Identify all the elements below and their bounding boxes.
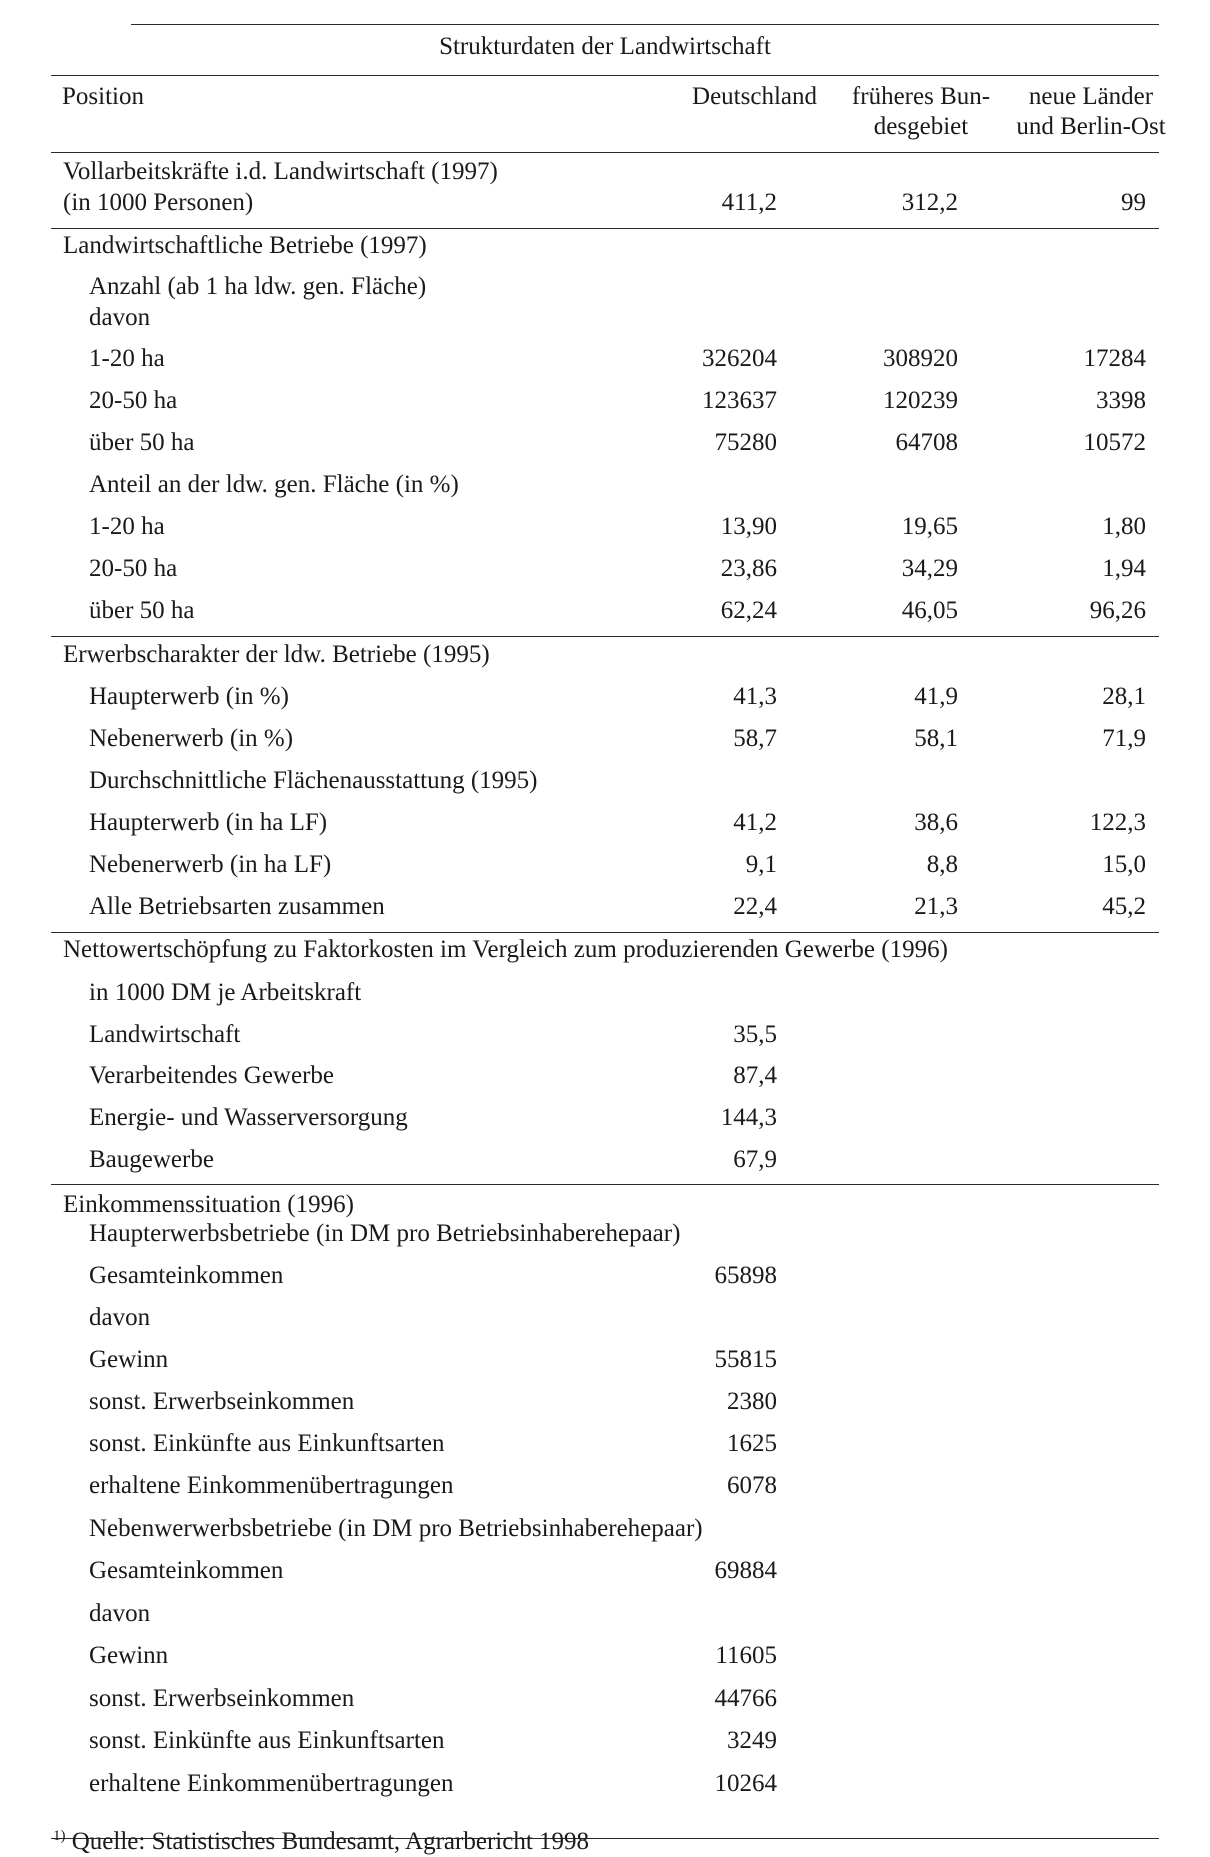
row-value-col1: 35,5 bbox=[733, 1021, 777, 1048]
row-value-col2: 120239 bbox=[883, 387, 958, 414]
row-label: erhaltene Einkommenübertragungen bbox=[89, 1472, 454, 1499]
row-value-col2: 19,65 bbox=[901, 513, 958, 540]
section-rule-betriebe bbox=[51, 228, 1159, 229]
row-label: über 50 ha bbox=[89, 597, 195, 624]
row-value-col1: 62,24 bbox=[720, 597, 777, 624]
row-value-col3: 17284 bbox=[1083, 345, 1146, 372]
title-rule bbox=[51, 75, 1159, 76]
row-label: über 50 ha bbox=[89, 429, 195, 456]
top-rule bbox=[131, 24, 1159, 25]
row-value-col2: 8,8 bbox=[926, 851, 958, 878]
row-label: Einkommenssituation (1996) bbox=[63, 1191, 354, 1218]
row-label: Haupterwerbsbetriebe (in DM pro Betriebsinhaberehepaar) bbox=[89, 1220, 681, 1247]
footnote bbox=[53, 1821, 589, 1857]
row-label: Haupterwerb (in ha LF) bbox=[89, 809, 328, 836]
row-value-col2: 41,9 bbox=[914, 683, 958, 710]
row-value-col2: 21,3 bbox=[914, 893, 958, 920]
row-value-col1: 326204 bbox=[702, 345, 777, 372]
row-label: Anzahl (ab 1 ha ldw. gen. Fläche) bbox=[89, 273, 427, 300]
row-value-col1: 44766 bbox=[714, 1685, 777, 1712]
footnote-text: Quelle: Statistisches Bundesamt, Agrarbericht 1998 bbox=[65, 1828, 590, 1855]
header-deutschland: Deutschland bbox=[692, 83, 817, 110]
row-label: erhaltene Einkommenübertragungen bbox=[89, 1770, 454, 1797]
row-value-col1: 13,90 bbox=[720, 513, 777, 540]
row-value-col1: 23,86 bbox=[720, 555, 777, 582]
header-rule bbox=[51, 152, 1159, 153]
row-value-col1: 123637 bbox=[702, 387, 777, 414]
row-value-col2: 46,05 bbox=[901, 597, 958, 624]
row-value-col1: 55815 bbox=[714, 1346, 777, 1373]
row-label: in 1000 DM je Arbeitskraft bbox=[89, 979, 362, 1006]
row-label: Alle Betriebsarten zusammen bbox=[89, 893, 385, 920]
row-label: Landwirtschaftliche Betriebe (1997) bbox=[63, 232, 427, 259]
section-rule-erwerbscharakter bbox=[51, 636, 1159, 637]
row-label: sonst. Einkünfte aus Einkunftsarten bbox=[89, 1727, 445, 1754]
header-col3-line2: und Berlin-Ost bbox=[1016, 113, 1166, 140]
row-label: Baugewerbe bbox=[89, 1146, 214, 1173]
row-value-col2: 308920 bbox=[883, 345, 958, 372]
row-value-col3: 15,0 bbox=[1102, 851, 1146, 878]
row-value-col1: 144,3 bbox=[720, 1104, 777, 1131]
row-value-col1: 75280 bbox=[714, 429, 777, 456]
row-label: Gesamteinkommen bbox=[89, 1557, 284, 1584]
row-label: Energie- und Wasserversorgung bbox=[89, 1104, 408, 1131]
row-label: davon bbox=[89, 304, 151, 331]
row-label: Gesamteinkommen bbox=[89, 1262, 284, 1289]
row-label: Vollarbeitskräfte i.d. Landwirtschaft (1997) bbox=[63, 158, 498, 185]
header-col2-line2: desgebiet bbox=[873, 113, 969, 140]
row-value-col3: 10572 bbox=[1083, 429, 1146, 456]
row-label: Gewinn bbox=[89, 1642, 169, 1669]
row-value-col1: 58,7 bbox=[733, 725, 777, 752]
row-value-col1: 65898 bbox=[714, 1262, 777, 1289]
row-value-col2: 312,2 bbox=[901, 189, 958, 216]
section-rule-nettowertschoepfung bbox=[51, 932, 1159, 933]
row-value-col1: 1625 bbox=[727, 1430, 777, 1457]
row-value-col1: 11605 bbox=[715, 1642, 777, 1669]
row-label: Verarbeitendes Gewerbe bbox=[89, 1062, 335, 1089]
row-label: Nettowertschöpfung zu Faktorkosten im Vergleich zum produzierenden Gewerbe (1996) bbox=[63, 936, 948, 963]
row-value-col3: 1,94 bbox=[1102, 555, 1146, 582]
row-value-col1: 3249 bbox=[727, 1727, 777, 1754]
table-title: Strukturdaten der Landwirtschaft bbox=[439, 33, 771, 60]
row-value-col2: 34,29 bbox=[901, 555, 958, 582]
row-value-col1: 69884 bbox=[714, 1557, 777, 1584]
row-value-col1: 2380 bbox=[727, 1388, 777, 1415]
row-label: (in 1000 Personen) bbox=[63, 189, 254, 216]
row-value-col1: 10264 bbox=[714, 1770, 777, 1797]
row-label: sonst. Erwerbseinkommen bbox=[89, 1388, 355, 1415]
row-label: 20-50 ha bbox=[89, 387, 178, 414]
table-page bbox=[51, 0, 1166, 1855]
row-value-col3: 71,9 bbox=[1102, 725, 1146, 752]
row-value-col1: 9,1 bbox=[745, 851, 777, 878]
row-value-col3: 99 bbox=[1121, 189, 1146, 216]
row-label: Nebenwerwerbsbetriebe (in DM pro Betriebsinhaberehepaar) bbox=[89, 1515, 703, 1542]
row-label: davon bbox=[89, 1304, 151, 1331]
footnote-marker: 1) bbox=[53, 1828, 66, 1844]
row-label: 1-20 ha bbox=[89, 513, 165, 540]
row-label: 1-20 ha bbox=[89, 345, 165, 372]
header-col2-line1: früheres Bun- bbox=[851, 83, 991, 110]
row-label: Erwerbscharakter der ldw. Betriebe (1995) bbox=[63, 641, 490, 668]
row-value-col3: 28,1 bbox=[1102, 683, 1146, 710]
row-value-col1: 41,2 bbox=[733, 809, 777, 836]
row-value-col1: 87,4 bbox=[733, 1062, 777, 1089]
row-value-col3: 122,3 bbox=[1089, 809, 1146, 836]
row-value-col3: 1,80 bbox=[1102, 513, 1146, 540]
row-label: sonst. Einkünfte aus Einkunftsarten bbox=[89, 1430, 445, 1457]
row-label: Gewinn bbox=[89, 1346, 169, 1373]
row-value-col2: 38,6 bbox=[914, 809, 958, 836]
row-label: Landwirtschaft bbox=[89, 1021, 241, 1048]
row-label: sonst. Erwerbseinkommen bbox=[89, 1685, 355, 1712]
section-rule-einkommen bbox=[51, 1184, 1159, 1185]
row-label: Anteil an der ldw. gen. Fläche (in %) bbox=[89, 471, 459, 498]
row-value-col1: 67,9 bbox=[733, 1146, 777, 1173]
row-label: davon bbox=[89, 1600, 151, 1627]
row-label: Nebenerwerb (in ha LF) bbox=[89, 851, 332, 878]
row-label: 20-50 ha bbox=[89, 555, 178, 582]
row-value-col2: 58,1 bbox=[914, 725, 958, 752]
row-value-col3: 45,2 bbox=[1102, 893, 1146, 920]
row-label: Nebenerwerb (in %) bbox=[89, 725, 294, 752]
row-value-col3: 96,26 bbox=[1089, 597, 1146, 624]
row-value-col3: 3398 bbox=[1096, 387, 1146, 414]
row-value-col1: 22,4 bbox=[733, 893, 777, 920]
row-label: Durchschnittliche Flächenausstattung (1995) bbox=[89, 767, 538, 794]
row-value-col2: 64708 bbox=[895, 429, 958, 456]
header-neue-laender bbox=[981, 82, 1201, 142]
row-label: Haupterwerb (in %) bbox=[89, 683, 289, 710]
header-position: Position bbox=[62, 83, 144, 110]
row-value-col1: 6078 bbox=[727, 1472, 777, 1499]
header-col3-line1: neue Länder bbox=[1028, 83, 1154, 110]
row-value-col1: 41,3 bbox=[733, 683, 777, 710]
row-value-col1: 411,2 bbox=[721, 189, 777, 216]
